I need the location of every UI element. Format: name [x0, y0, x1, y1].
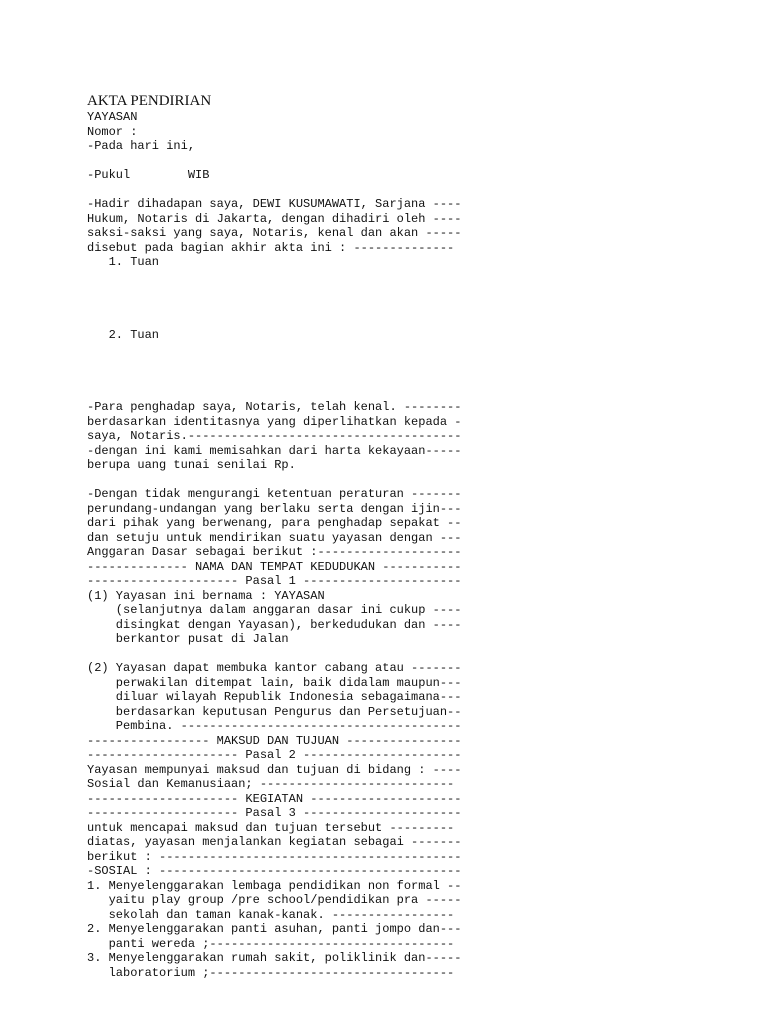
document-line: Hukum, Notaris di Jakarta, dengan dihadiri oleh ----	[87, 211, 462, 226]
document-line: berdasarkan keputusan Pengurus dan Persetujuan--	[87, 704, 462, 719]
document-line: sekolah dan taman kanak-kanak. -----------------	[87, 907, 455, 922]
document-line: -------------- NAMA DAN TEMPAT KEDUDUKAN -----------	[87, 559, 462, 574]
document-line	[87, 473, 461, 488]
document-line: -Pada hari ini,	[87, 139, 196, 153]
document-line: 1. Menyelenggarakan lembaga pendidikan non formal --	[87, 878, 462, 893]
document-line: YAYASAN	[87, 110, 138, 124]
document-line: disingkat dengan Yayasan), berkedudukan dan ----	[87, 617, 462, 632]
document-line: (2) Yayasan dapat membuka kantor cabang atau -------	[87, 661, 462, 675]
document-line: perwakilan ditempat lain, baik didalam maupun---	[87, 675, 462, 690]
document-line	[87, 154, 461, 169]
document-line: --------------------- Pasal 1 ----------------------	[87, 574, 462, 588]
document-line: -dengan ini kami memisahkan dari harta kekayaan-----	[87, 443, 462, 458]
document-line: Pembina. ---------------------------------------	[87, 719, 462, 733]
document-line: 3. Menyelenggarakan rumah sakit, poliklinik dan-----	[87, 951, 462, 965]
document-line	[87, 342, 461, 357]
document-line	[87, 371, 461, 386]
document-line: diatas, yayasan menjalankan kegiatan sebagai -------	[87, 835, 462, 849]
document-line: disebut pada bagian akhir akta ini : --------------	[87, 240, 455, 255]
document-line	[87, 299, 461, 314]
document-title: AKTA PENDIRIAN	[87, 93, 212, 109]
document-line: berkantor pusat di Jalan	[87, 632, 289, 646]
document-line: perundang-undangan yang berlaku serta dengan ijin---	[87, 501, 462, 516]
document-line: 2. Tuan	[87, 327, 160, 342]
document-line	[87, 183, 461, 198]
document-line: yaitu play group /pre school/pendidikan pra -----	[87, 893, 462, 907]
document-line	[87, 313, 461, 328]
document-line: untuk mencapai maksud dan tujuan tersebut ---------	[87, 820, 455, 835]
document-line: berikut : ------------------------------------------	[87, 849, 462, 864]
document-line: saksi-saksi yang saya, Notaris, kenal dan akan -----	[87, 226, 462, 240]
document-line: 2. Menyelenggarakan panti asuhan, panti jompo dan---	[87, 922, 462, 936]
document-line: -Para penghadap saya, Notaris, telah kenal. --------	[87, 400, 462, 414]
document-line: Sosial dan Kemanusiaan; ---------------------------	[87, 777, 455, 791]
document-line: --------------------- KEGIATAN ---------------------	[87, 791, 462, 806]
document-line	[87, 386, 461, 401]
document-line: dan setuju untuk mendirikan suatu yayasan dengan ---	[87, 530, 462, 545]
document-line: diluar wilayah Republik Indonesia sebagaimana---	[87, 690, 462, 704]
document-line: --------------------- Pasal 3 ----------------------	[87, 806, 462, 820]
document-line: -SOSIAL : ------------------------------------------	[87, 864, 462, 878]
document-line: Anggaran Dasar sebagai berikut :--------------------	[87, 545, 462, 559]
document-body	[87, 110, 461, 980]
document-line: laboratorium ;----------------------------------	[87, 965, 455, 980]
document-line: ----------------- MAKSUD DAN TUJUAN ----------------	[87, 733, 462, 748]
document-line: Yayasan mempunyai maksud dan tujuan di bidang : ----	[87, 762, 462, 777]
document-line	[87, 647, 461, 662]
document-line: saya, Notaris.--------------------------------------	[87, 429, 462, 443]
document-line: 1. Tuan	[87, 255, 160, 269]
document-line	[87, 270, 461, 285]
document-line: berdasarkan identitasnya yang diperlihatkan kepada -	[87, 414, 462, 429]
document-line	[87, 284, 461, 299]
document-line: panti wereda ;----------------------------------	[87, 936, 455, 951]
document-line: (selanjutnya dalam anggaran dasar ini cukup ----	[87, 603, 462, 617]
document-line: -Hadir dihadapan saya, DEWI KUSUMAWATI, Sarjana ----	[87, 197, 462, 211]
document-line: -Dengan tidak mengurangi ketentuan peraturan -------	[87, 487, 462, 501]
document-line: (1) Yayasan ini bernama : YAYASAN	[87, 588, 325, 603]
document-line: berupa uang tunai senilai Rp.	[87, 458, 296, 472]
document-line: -Pukul WIB	[87, 168, 210, 182]
document-line: dari pihak yang berwenang, para penghadap sepakat --	[87, 516, 462, 530]
document-line: Nomor :	[87, 124, 138, 139]
document-line	[87, 357, 461, 372]
document-line: --------------------- Pasal 2 ----------------------	[87, 748, 462, 762]
